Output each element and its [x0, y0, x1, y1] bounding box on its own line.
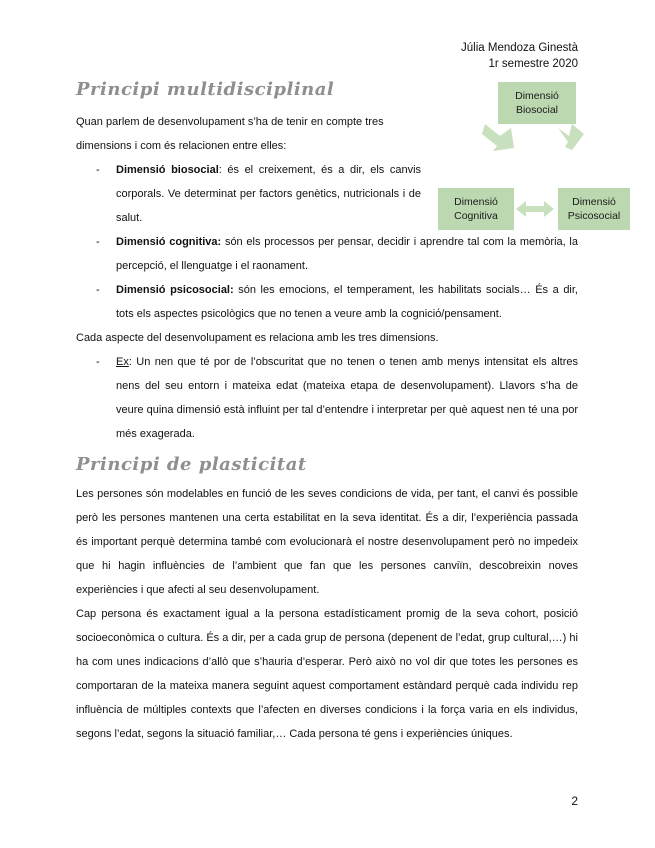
box-psicosocial — [558, 188, 630, 230]
page-header — [461, 40, 578, 72]
box-biosocial-line1: Dimensió — [515, 90, 559, 102]
example-list — [96, 350, 578, 446]
arrow-top-right-icon — [558, 124, 584, 150]
section-title-multidisciplinal: Principi multidisciplinal — [76, 79, 335, 100]
arrow-top-left-icon — [482, 124, 514, 151]
plasticitat-paragraph-1: Les persones són modelables en funció de les seves condicions de vida, per tant, el canvi és possible però les persones mantenen una certa estabilitat en la seva identitat. És a dir, l’experiència passada és important perquè determina també com evolucionarà el nostre desenvolupament però no impedeix que hi hagin influències de l’ambient que fan que les persones canviïn, descobreixin noves experiències i que afecti al seu desenvolupament. — [76, 488, 578, 596]
term-psicosocial: Dimensió psicosocial: — [116, 284, 234, 296]
box-cognitiva-line1: Dimensió — [454, 196, 498, 208]
box-biosocial — [498, 82, 576, 124]
term-biosocial: Dimensió biosocial — [116, 164, 219, 176]
example-label: Ex — [116, 356, 129, 368]
list-item-psicosocial — [96, 278, 578, 326]
box-biosocial-line2: Biosocial — [515, 104, 558, 116]
desc-biosocial: : és el creixement, és a dir, els canvis corporals. Ve determinat per factors genètics, nutricionals i de salut. — [116, 164, 422, 224]
list-item-cognitiva — [96, 230, 578, 278]
example-item — [96, 350, 578, 446]
intro-line-2: dimensions i com és relacionen entre elles: — [76, 140, 287, 152]
example-text: : Un nen que té por de l’obscuritat que no tenen o tenen amb menys intensitat els altres nens del seu entorn i mateixa edat (mateixa etapa de desenvolupament). Llavors s’ha de veure quina dimensió està influint per tal d’entendre i interpretar per què aquest nen té una por més exagerada. — [116, 356, 578, 440]
box-cognitiva — [438, 188, 514, 230]
box-cognitiva-line2: Cognitiva — [454, 210, 498, 222]
arrow-horizontal-icon — [516, 201, 554, 217]
dimensions-diagram — [438, 80, 630, 230]
box-psicosocial-line1: Dimensió — [572, 196, 616, 208]
page-number: 2 — [571, 794, 578, 808]
relation-sentence: Cada aspecte del desenvolupament es relaciona amb les tres dimensions. — [76, 332, 439, 344]
desc-cognitiva: són els processos per pensar, decidir i aprendre tal com la memòria, la percepció, el llenguatge i el raonament. — [116, 236, 578, 272]
intro-line-1: Quan parlem de desenvolupament s’ha de tenir en compte tres — [76, 116, 384, 128]
box-psicosocial-line2: Psicosocial — [567, 210, 621, 222]
plasticitat-paragraph-2: Cap persona és exactament igual a la persona estadísticament promig de la seva cohort, posició socioeconòmica o cultura. És a dir, per a cada grup de persona (depenent de l’edat, grup cultural,…) hi ha com unes indicacions d’allò que s’hauria d’esperar. Però això no vol dir que totes les persones es comportaran de la mateixa manera seguint aquest comportament estàndard perquè cada individu rep influència de múltiples contexts que l’afecten en diverses condicions i la força varia en els individus, segons l’edat, segons la situació familiar,… Cada persona té gens i experiències úniques. — [76, 608, 578, 740]
semester-label: 1r semestre 2020 — [488, 58, 578, 70]
intro-paragraph — [76, 110, 426, 158]
desc-psicosocial: són les emocions, el temperament, les habilitats socials… És a dir, tots els aspectes psicològics que no tenen a veure amb la cogniciό/pensament. — [116, 284, 578, 320]
author-name: Júlia Mendoza Ginestà — [461, 42, 578, 54]
section-title-plasticitat: Principi de plasticitat — [76, 454, 307, 475]
list-item-biosocial — [96, 158, 421, 230]
term-cognitiva: Dimensió cognitiva: — [116, 236, 222, 248]
